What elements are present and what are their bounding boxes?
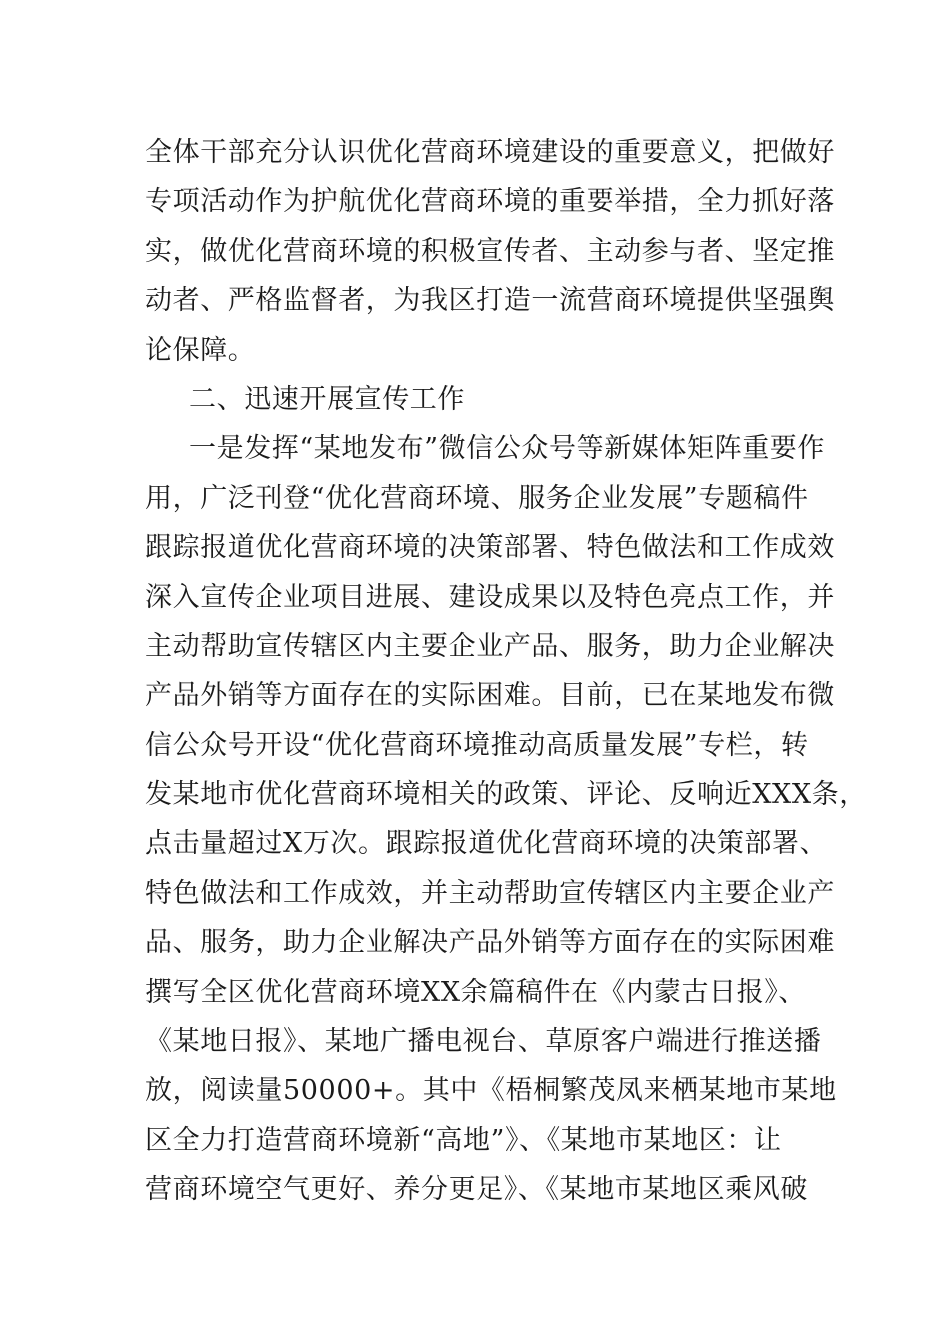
text-line: 特色做法和工作成效，并主动帮助宣传辖区内主要企业产 — [145, 877, 835, 909]
text-line: 专项活动作为护航优化营商环境的重要举措，全力抓好落 — [145, 186, 835, 218]
text-line: 营商环境空气更好、养分更足》、《某地市某地区乘风破 — [145, 1174, 808, 1206]
text-line: 论保障。 — [145, 334, 256, 366]
section-heading: 二、迅速开展宣传工作 — [189, 383, 465, 415]
text-line: 《某地日报》、某地广播电视台、草原客户端进行推送播 — [145, 1026, 822, 1058]
text-line: 跟踪报道优化营商环境的决策部署、特色做法和工作成效 — [145, 532, 835, 564]
text-line: 发某地市优化营商环境相关的政策、评论、反响近XXX条， — [145, 779, 867, 811]
text-line: 产品外销等方面存在的实际困难。目前，已在某地发布微 — [145, 680, 835, 712]
text-line: 放，阅读量50000+。其中《梧桐繁茂凤来栖某地市某地 — [145, 1075, 837, 1107]
text-line: 区全力打造营商环境新“高地”》、《某地市某地区：让 — [145, 1124, 782, 1156]
text-line: 深入宣传企业项目进展、建设成果以及特色亮点工作，并 — [145, 581, 835, 613]
text-line: 品、服务，助力企业解决产品外销等方面存在的实际困难 — [145, 927, 835, 959]
body-text — [145, 128, 867, 1215]
text-line: 动者、严格监督者，为我区打造一流营商环境提供坚强舆 — [145, 285, 835, 317]
text-line: 全体干部充分认识优化营商环境建设的重要意义，把做好 — [145, 137, 835, 168]
text-line: 点击量超过X万次。跟踪报道优化营商环境的决策部署、 — [145, 828, 828, 860]
text-line: 信公众号开设“优化营商环境推动高质量发展”专栏，转 — [145, 729, 809, 761]
text-line: 实，做优化营商环境的积极宣传者、主动参与者、坚定推 — [145, 235, 835, 267]
text-line: 撰写全区优化营商环境XX余篇稿件在《内蒙古日报》、 — [145, 976, 806, 1008]
text-line: 用，广泛刊登“优化营商环境、服务企业发展”专题稿件 — [145, 482, 809, 514]
text-line: 主动帮助宣传辖区内主要企业产品、服务，助力企业解决 — [145, 630, 835, 662]
text-line: 一是发挥“某地发布”微信公众号等新媒体矩阵重要作 — [189, 433, 826, 465]
